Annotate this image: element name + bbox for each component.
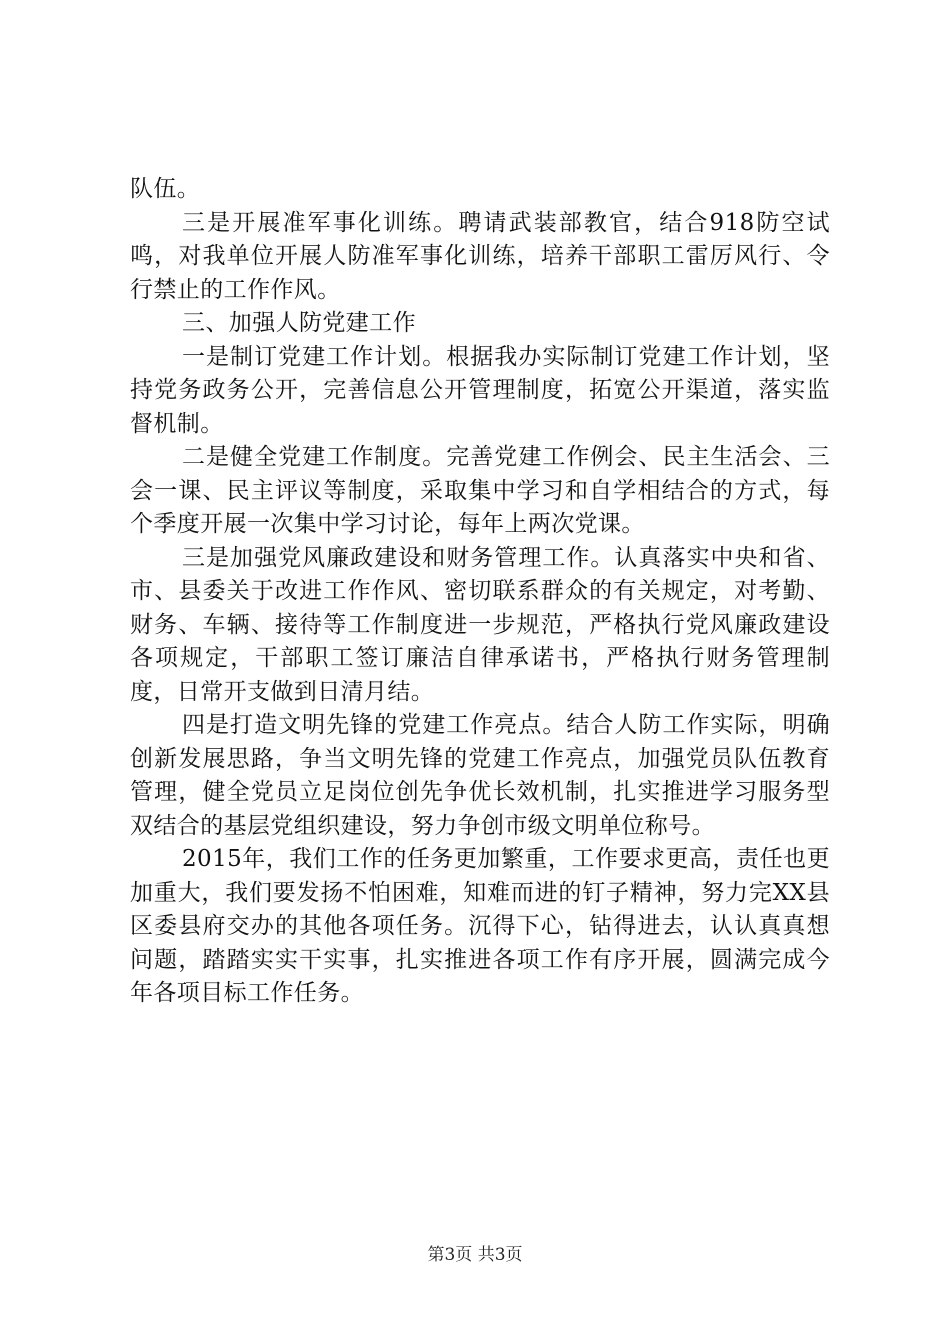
paragraph: 一是制订党建工作计划。根据我办实际制订党建工作计划，坚持党务政务公开，完善信息公开管理制度，拓宽公开渠道，落实监督机制。 <box>130 343 830 437</box>
section-heading: 三、加强人防党建工作 <box>182 310 416 336</box>
document-body <box>130 173 830 1011</box>
paragraph: 四是打造文明先锋的党建工作亮点。结合人防工作实际，明确创新发展思路，争当文明先锋的党建工作亮点，加强党员队伍教育管理，健全党员立足岗位创先争优长效机制，扎实推进学习服务型双结合的基层党组织建设，努力争创市级文明单位称号。 <box>130 712 830 839</box>
paragraph: 三是加强党风廉政建设和财务管理工作。认真落实中央和省、市、县委关于改进工作作风、密切联系群众的有关规定，对考勤、财务、车辆、接待等工作制度进一步规范，严格执行党风廉政建设各项规定，干部职工签订廉洁自律承诺书，严格执行财务管理制度，日常开支做到日清月结。 <box>130 544 830 705</box>
paragraph: 三是开展准军事化训练。聘请武装部教官，结合918防空试鸣，对我单位开展人防准军事化训练，培养干部职工雷厉风行、令行禁止的工作作风。 <box>130 209 830 303</box>
paragraph: 队伍。 <box>130 176 201 202</box>
paragraph: 2015年，我们工作的任务更加繁重，工作要求更高，责任也更加重大，我们要发扬不怕困难，知难而进的钉子精神，努力完XX县区委县府交办的其他各项任务。沉得下心，钻得进去，认认真真想问题，踏踏实实干实事，扎实推进各项工作有序开展，圆满完成今年各项目标工作任务。 <box>130 846 830 1006</box>
page-footer: 第3页 共3页 <box>427 1245 523 1265</box>
paragraph: 二是健全党建工作制度。完善党建工作例会、民主生活会、三会一课、民主评议等制度，采取集中学习和自学相结合的方式，每个季度开展一次集中学习讨论，每年上两次党课。 <box>130 444 830 537</box>
